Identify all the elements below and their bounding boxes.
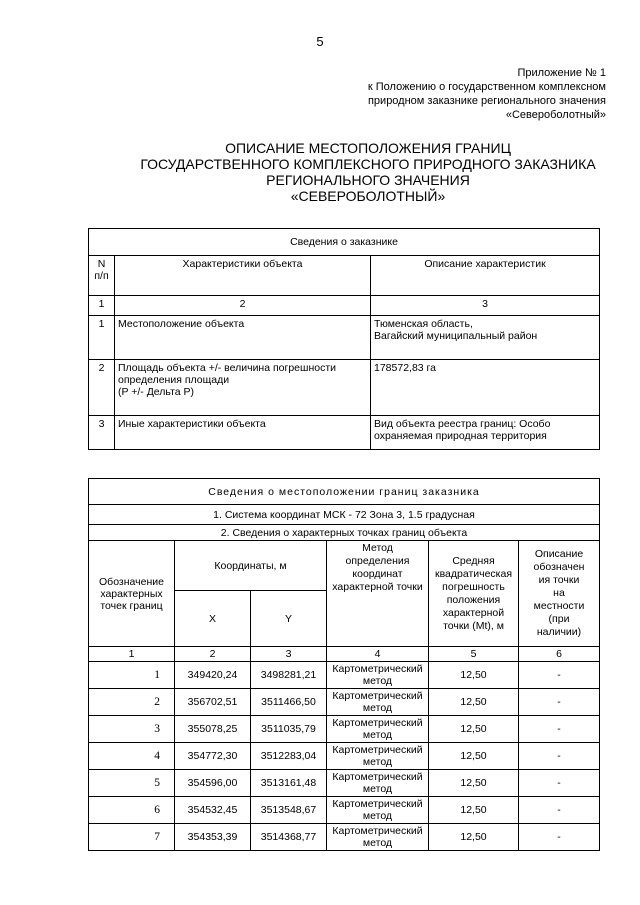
point-description: - [519, 770, 600, 797]
coord-y: 3513161,48 [251, 770, 327, 797]
point-id: 7 [89, 824, 175, 851]
method: Картометрический метод [327, 716, 429, 743]
coord-x: 349420,24 [175, 662, 251, 689]
accuracy: 12,50 [429, 770, 519, 797]
method: Картометрический метод [327, 662, 429, 689]
accuracy: 12,50 [429, 743, 519, 770]
coord-x: 356702,51 [175, 689, 251, 716]
column-number: 1 [89, 296, 115, 316]
point-description: - [519, 797, 600, 824]
point-description: - [519, 743, 600, 770]
column-number: 3 [371, 296, 600, 316]
table-caption: Сведения о заказнике [89, 229, 600, 256]
table-row [89, 797, 600, 824]
point-description: - [519, 662, 600, 689]
page-number: 5 [316, 34, 324, 49]
accuracy: 12,50 [429, 797, 519, 824]
column-number: 3 [251, 647, 327, 662]
table-row [89, 316, 600, 360]
table-row [89, 824, 600, 851]
accuracy: 12,50 [429, 824, 519, 851]
description: 178572,83 га [371, 360, 600, 416]
point-id: 4 [89, 743, 175, 770]
table-row [89, 743, 600, 770]
title-line: «СЕВЕРОБОЛОТНЫЙ» [290, 188, 446, 204]
appendix-line: «Североболотный» [505, 109, 606, 121]
coord-y: 3512283,04 [251, 743, 327, 770]
method: Картометрический метод [327, 797, 429, 824]
point-description: - [519, 689, 600, 716]
point-description: - [519, 824, 600, 851]
column-number: 2 [115, 296, 371, 316]
title-line: ОПИСАНИЕ МЕСТОПОЛОЖЕНИЯ ГРАНИЦ [225, 140, 511, 156]
column-header: Средняя квадратическая погрешность положения характерной точки (Mt), м [429, 541, 519, 647]
column-header: Обозначение характерных точек границ [89, 541, 175, 647]
coord-x: 355078,25 [175, 716, 251, 743]
column-number: 2 [175, 647, 251, 662]
accuracy: 12,50 [429, 662, 519, 689]
coord-x: 354772,30 [175, 743, 251, 770]
table-row [89, 662, 600, 689]
coord-y: 3514368,77 [251, 824, 327, 851]
points-caption: 2. Сведения о характерных точках границ объекта [89, 525, 600, 541]
point-id: 5 [89, 770, 175, 797]
method: Картометрический метод [327, 743, 429, 770]
coord-y: 3511466,50 [251, 689, 327, 716]
appendix-line: Приложение № 1 [517, 67, 606, 79]
table-row [89, 689, 600, 716]
method: Картометрический метод [327, 689, 429, 716]
column-header: Описание обозначен ия точки на местности (при наличии) [519, 541, 600, 647]
description: Вид объекта реестра границ: Особо охраняемая природная территория [371, 416, 600, 450]
column-header: Описание характеристик [371, 256, 600, 296]
characteristic: Иные характеристики объекта [115, 416, 371, 450]
table-row [89, 716, 600, 743]
coord-y: 3511035,79 [251, 716, 327, 743]
point-id: 3 [89, 716, 175, 743]
reserve-info-table [88, 228, 600, 450]
appendix-line: к Положению о государственном комплексном [367, 81, 606, 93]
table-row [89, 416, 600, 450]
column-number: 5 [429, 647, 519, 662]
column-header: Y [251, 591, 327, 647]
column-number: 1 [89, 647, 175, 662]
point-id: 2 [89, 689, 175, 716]
description: Тюменская область, Вагайский муниципальный район [371, 316, 600, 360]
characteristic: Площадь объекта +/- величина погрешности определения площади (P +/- Дельта P) [115, 360, 371, 416]
point-id: 6 [89, 797, 175, 824]
coord-y: 3498281,21 [251, 662, 327, 689]
accuracy: 12,50 [429, 689, 519, 716]
column-header: Характеристики объекта [115, 256, 371, 296]
point-description: - [519, 716, 600, 743]
column-number: 4 [327, 647, 429, 662]
table-row [89, 770, 600, 797]
method: Картометрический метод [327, 770, 429, 797]
coord-y: 3513548,67 [251, 797, 327, 824]
point-id: 1 [89, 662, 175, 689]
column-header: X [175, 591, 251, 647]
coordinate-system: 1. Система координат МСК - 72 Зона 3, 1.5 градусная [89, 505, 600, 525]
boundary-points-table [88, 478, 600, 851]
row-number: 3 [89, 416, 115, 450]
appendix-block [368, 66, 606, 122]
method: Картометрический метод [327, 824, 429, 851]
title-line: РЕГИОНАЛЬНОГО ЗНАЧЕНИЯ [266, 172, 470, 188]
column-number: 6 [519, 647, 600, 662]
coord-x: 354532,45 [175, 797, 251, 824]
coord-x: 354353,39 [175, 824, 251, 851]
table-row [89, 360, 600, 416]
title-line: ГОСУДАРСТВЕННОГО КОМПЛЕКСНОГО ПРИРОДНОГО ЗАКАЗНИКА [140, 156, 596, 172]
column-header: Метод определения координат характерной точки [327, 541, 429, 647]
row-number: 2 [89, 360, 115, 416]
column-header: Координаты, м [175, 541, 327, 591]
row-number: 1 [89, 316, 115, 360]
coord-x: 354596,00 [175, 770, 251, 797]
appendix-line: природном заказнике регионального значения [367, 95, 606, 107]
accuracy: 12,50 [429, 716, 519, 743]
column-header: N п/п [89, 256, 115, 296]
characteristic: Местоположение объекта [115, 316, 371, 360]
document-title [0, 140, 640, 204]
table-caption: Сведения о местоположении границ заказника [89, 479, 600, 505]
